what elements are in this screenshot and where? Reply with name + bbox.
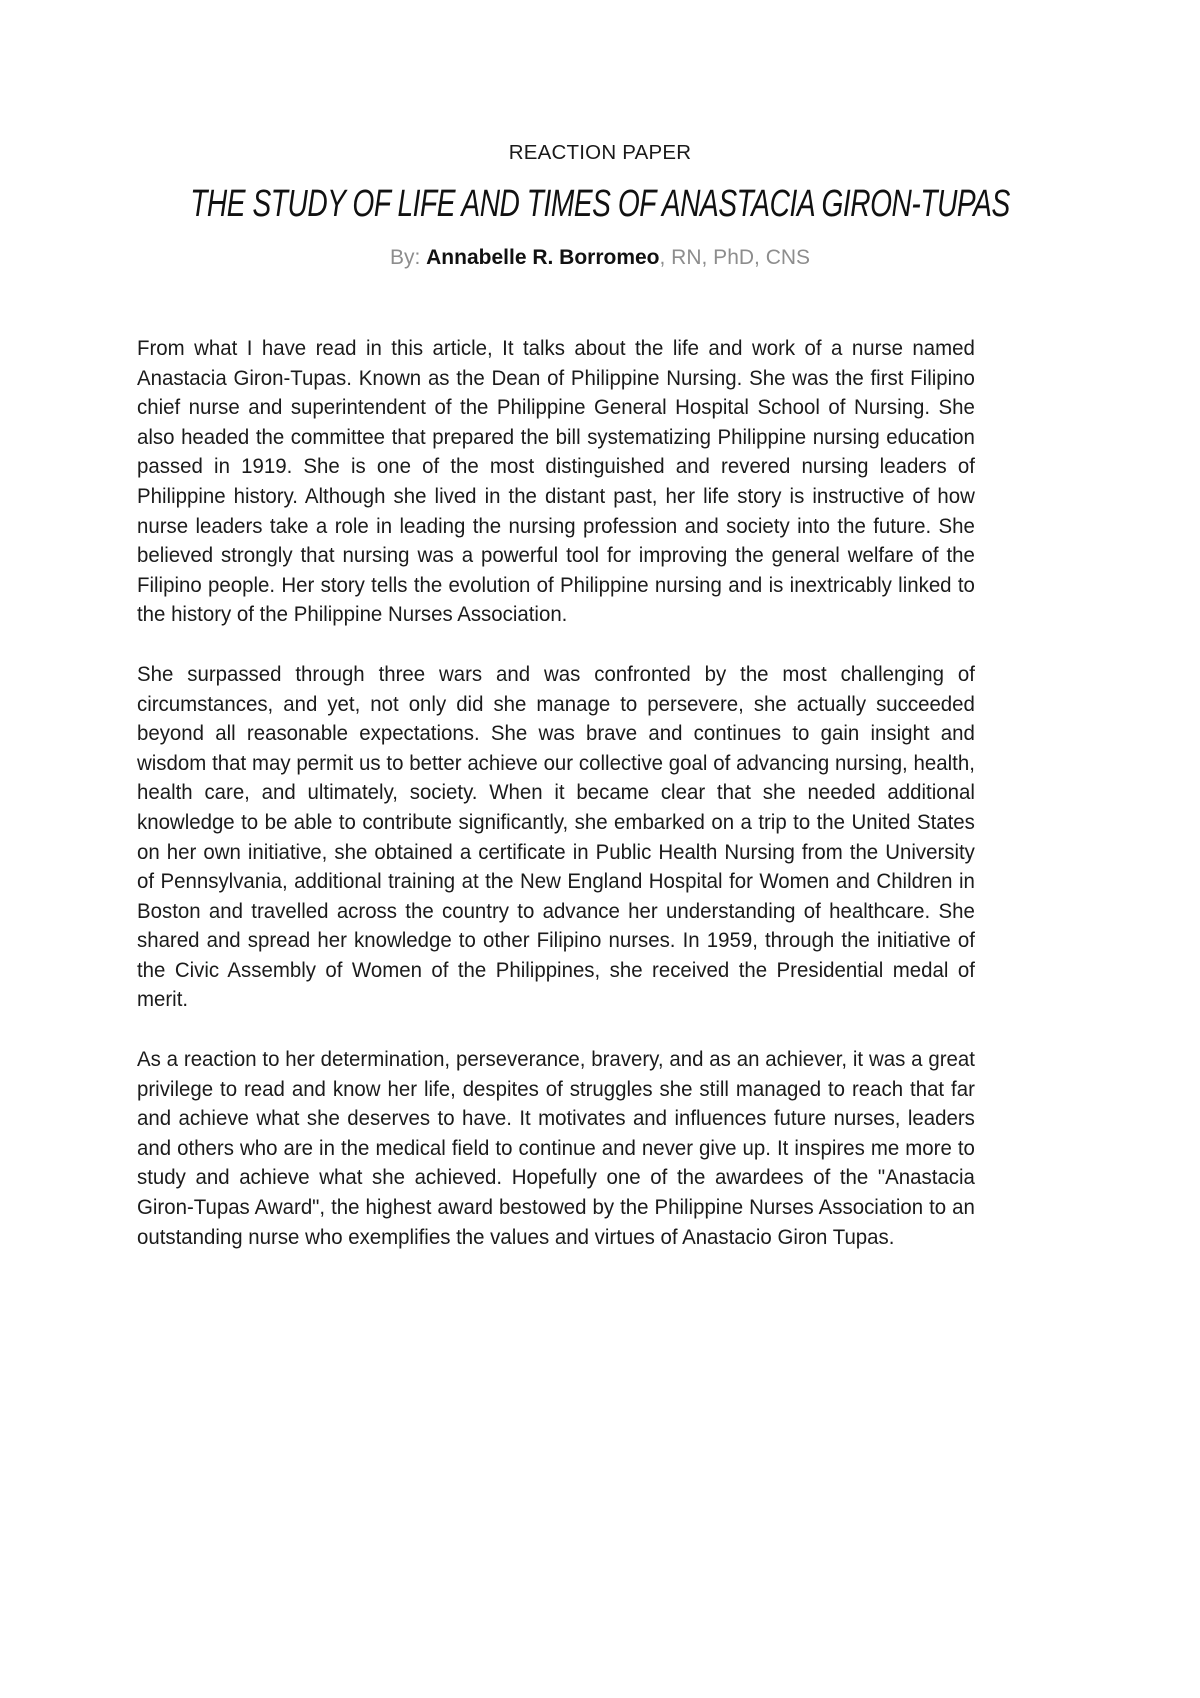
byline-credentials: , RN, PhD, CNS xyxy=(659,246,811,269)
body-paragraph: From what I have read in this article, It talks about the life and work of a nurse named Anastacia Giron-Tupas. Known as the Dean of Philippine Nursing. She was the first Filipino chief nurse and superintendent of the Philippine General Hospital School of Nursing. She also headed the committee that prepared the bill systematizing Philippine nursing education passed in 1919. She is one of the most distinguished and revered nursing leaders of Philippine history. Although she lived in the distant past, her life story is instructive of how nurse leaders take a role in leading the nursing profession and society into the future. She believed strongly that nursing was a powerful tool for improving the general welfare of the Filipino people. Her story tells the evolution of Philippine nursing and is inextricably linked to the history of the Philippine Nurses Association. xyxy=(137,336,975,627)
document-kicker: REACTION PAPER xyxy=(508,141,692,164)
page-title: THE STUDY OF LIFE AND TIMES OF ANASTACIA GIRON-TUPAS xyxy=(190,183,1010,225)
document-header xyxy=(0,140,1200,272)
body-paragraph: As a reaction to her determination, perseverance, bravery, and as an achiever, it was a great privilege to read and know her life, despites of struggles she still managed to reach that far and achieve what she deserves to have. It motivates and influences future nurses, leaders and others who are in the medical field to continue and never give up. It inspires me more to study and achieve what she achieved. Hopefully one of the awardees of the "Anastacia Giron-Tupas Award", the highest award bestowed by the Philippine Nurses Association to an outstanding nurse who exemplifies the values and virtues of Anastacio Giron Tupas. xyxy=(137,1047,975,1249)
body-paragraph: She surpassed through three wars and was confronted by the most challenging of circumstances, and yet, not only did she manage to persevere, she actually succeeded beyond all reasonable expectations. She was brave and continues to gain insight and wisdom that may permit us to better achieve our collective goal of advancing nursing, health, health care, and ultimately, society. When it became clear that she needed additional knowledge to be able to contribute significantly, she embarked on a trip to the United States on her own initiative, she obtained a certificate in Public Health Nursing from the University of Pennsylvania, additional training at the New England Hospital for Women and Children in Boston and travelled across the country to advance her understanding of healthcare. She shared and spread her knowledge to other Filipino nurses. In 1959, through the initiative of the Civic Assembly of Women of the Philippines, she received the Presidential medal of merit. xyxy=(137,661,975,1012)
document-body xyxy=(137,334,975,1252)
byline-prefix: By: xyxy=(389,246,427,269)
byline-author: Annabelle R. Borromeo xyxy=(426,246,660,269)
byline xyxy=(0,244,1200,272)
